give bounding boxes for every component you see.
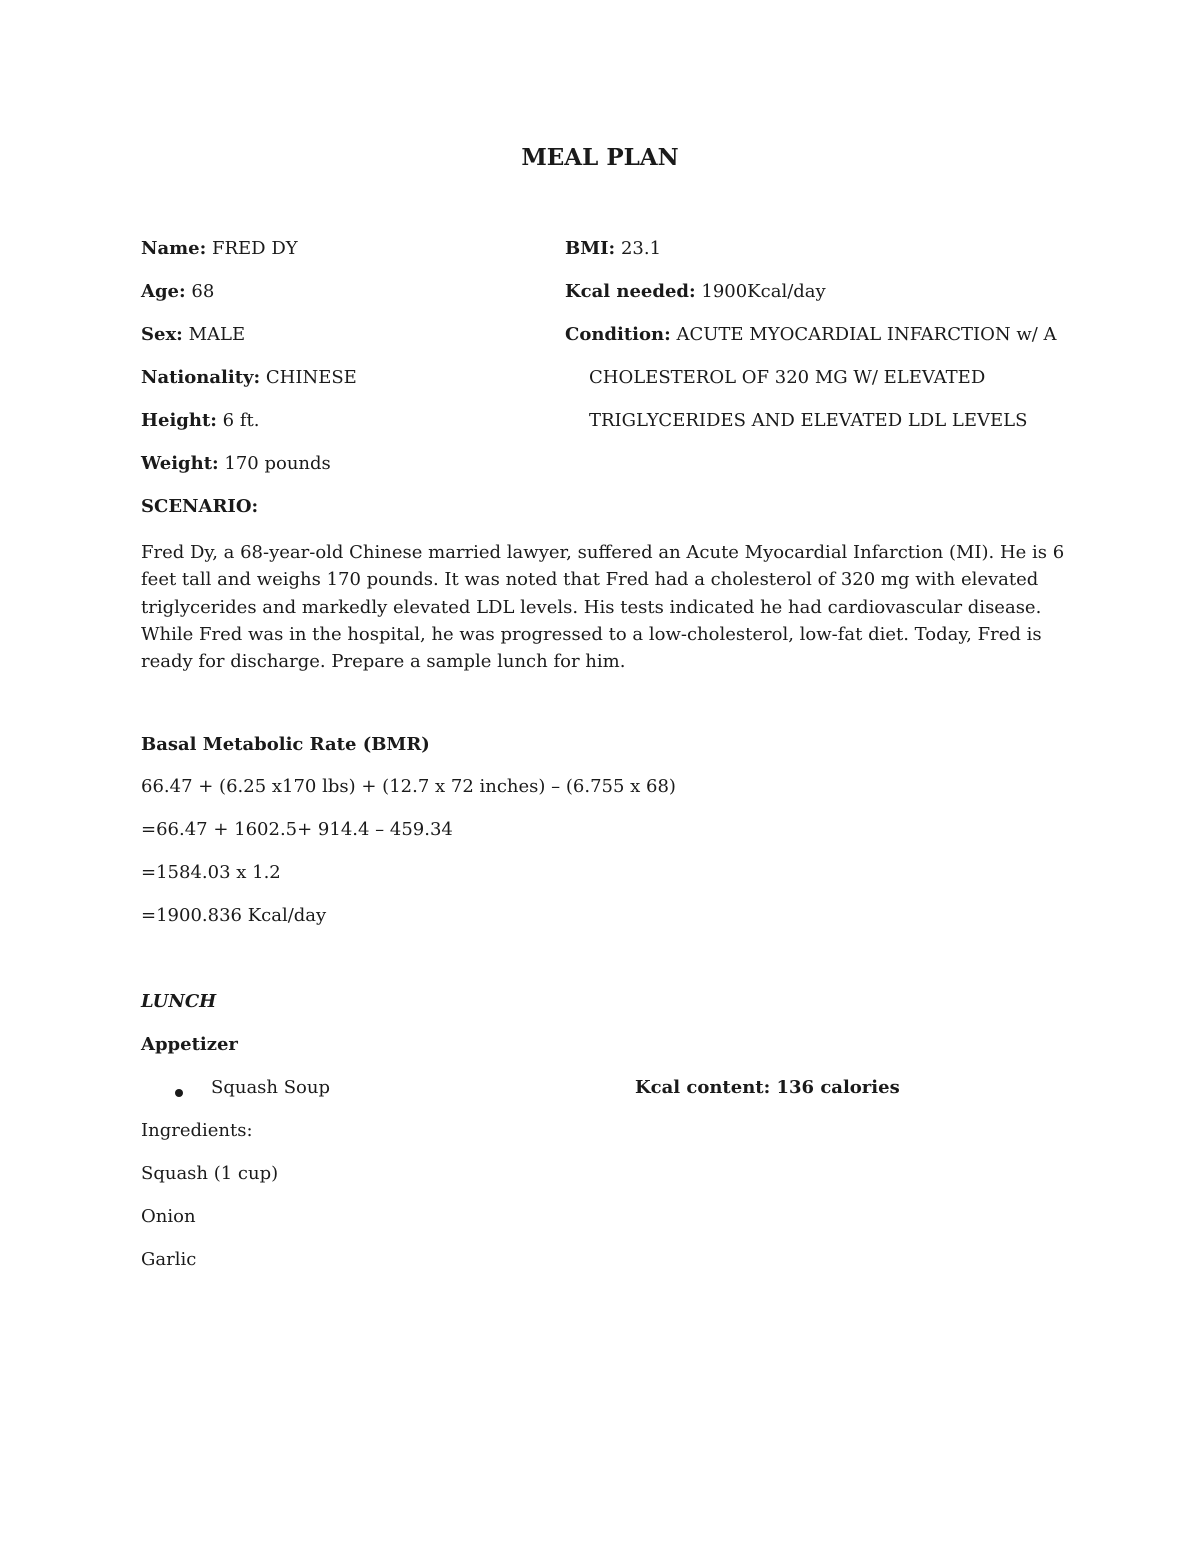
scenario-line: feet tall and weighs 170 pounds. It was noted that Fred had a cholesterol of 320 mg with elevated — [141, 569, 1039, 591]
field-label: Weight: — [141, 453, 219, 474]
ingredients-label: Ingredients: — [141, 1120, 253, 1141]
condition-continued-line: TRIGLYCERIDES AND ELEVATED LDL LEVELS — [589, 410, 1028, 431]
condition-field — [565, 326, 1057, 344]
scenario-heading: SCENARIO: — [141, 496, 259, 517]
field-label: Condition: — [565, 324, 671, 345]
field-value: 1900Kcal/day — [701, 281, 826, 302]
condition-continued-line: CHOLESTEROL OF 320 MG W/ ELEVATED — [589, 367, 986, 388]
bmr-line: =1900.836 Kcal/day — [141, 905, 327, 926]
scenario-line: While Fred was in the hospital, he was progressed to a low-cholesterol, low-fat diet. Today, Fred is — [141, 623, 1042, 645]
kcal-content: Kcal content: 136 calories — [635, 1077, 900, 1098]
field-value: CHINESE — [265, 367, 357, 388]
field-value: FRED DY — [212, 238, 298, 259]
field-label: Height: — [141, 410, 217, 431]
field-label: Name: — [141, 238, 207, 259]
field-value: 170 pounds — [224, 453, 331, 474]
ingredient-item: Onion — [141, 1206, 196, 1227]
bmi-field — [565, 240, 661, 258]
scenario-line: Fred Dy, a 68-year-old Chinese married lawyer, suffered an Acute Myocardial Infarction (MI). He is 6 — [141, 542, 1065, 563]
scenario-line: ready for discharge. Prepare a sample lunch for him. — [141, 651, 626, 673]
lunch-heading: LUNCH — [141, 991, 217, 1012]
field-value: ACUTE MYOCARDIAL INFARCTION w/ A — [676, 324, 1057, 345]
bmr-line: =66.47 + 1602.5+ 914.4 – 459.34 — [141, 819, 453, 840]
menu-item-name: Squash Soup — [211, 1077, 331, 1098]
appetizer-heading: Appetizer — [141, 1034, 238, 1055]
field-label: BMI: — [565, 238, 616, 259]
bmr-line: =1584.03 x 1.2 — [141, 862, 281, 883]
bmr-heading: Basal Metabolic Rate (BMR) — [141, 734, 430, 755]
field-value: 6 ft. — [222, 410, 260, 431]
ingredient-item: Garlic — [141, 1249, 197, 1270]
bmr-line: 66.47 + (6.25 x170 lbs) + (12.7 x 72 inches) – (6.755 x 68) — [141, 776, 676, 797]
field-label: Sex: — [141, 324, 183, 345]
page-title: MEAL PLAN — [521, 144, 679, 171]
scenario-paragraph — [141, 539, 1071, 675]
nationality-field — [141, 369, 357, 387]
height-field — [141, 412, 259, 430]
sex-field — [141, 326, 245, 344]
scenario-line: triglycerides and markedly elevated LDL levels. His tests indicated he had cardiovascular disease. — [141, 596, 1042, 618]
field-label: Kcal needed: — [565, 281, 696, 302]
field-label: Nationality: — [141, 367, 261, 388]
field-value: 68 — [191, 281, 215, 302]
age-field — [141, 283, 214, 301]
field-value: MALE — [188, 324, 246, 345]
field-label: Age: — [141, 281, 186, 302]
kcal-needed-field — [565, 283, 826, 301]
weight-field — [141, 455, 331, 473]
bullet-icon — [175, 1083, 183, 1101]
ingredient-item: Squash (1 cup) — [141, 1163, 279, 1184]
name-field — [141, 240, 298, 258]
field-value: 23.1 — [620, 238, 662, 259]
